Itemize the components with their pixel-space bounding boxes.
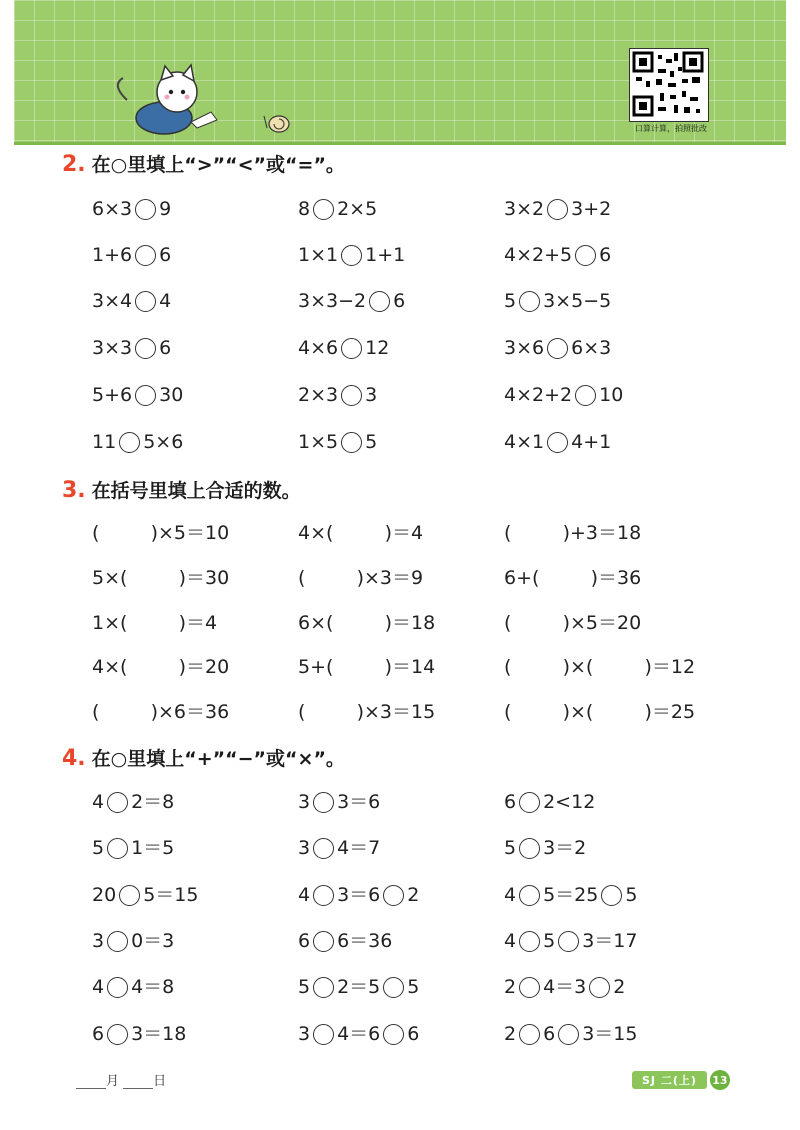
exercise-row <box>0 380 800 410</box>
left-expression: 3×4 <box>92 290 133 312</box>
equation-tail: ×3＝9 <box>364 567 424 589</box>
right-expression: 6×3 <box>571 337 612 359</box>
left-expression: 11 <box>92 431 117 453</box>
expression-part: 6 <box>92 1023 105 1045</box>
answer-parentheses[interactable] <box>92 697 158 727</box>
right-expression: 3+2 <box>571 198 612 220</box>
section-number: 2. <box>62 152 86 177</box>
left-paren: ( <box>504 612 512 634</box>
exercise-row <box>0 652 800 682</box>
exercise-item <box>92 787 174 817</box>
section-4-title <box>62 744 345 771</box>
answer-circle[interactable] <box>519 1024 540 1045</box>
expression-part: 5 <box>504 837 517 859</box>
exercise-item <box>504 608 641 638</box>
right-paren: ) <box>562 612 570 634</box>
expression-part: 3＝6 <box>337 791 381 813</box>
page-badge <box>632 1070 730 1090</box>
right-expression: 4 <box>159 290 172 312</box>
leading-term: 4× <box>92 656 121 678</box>
right-paren: ) <box>562 522 570 544</box>
exercise-item <box>298 697 435 727</box>
exercise-item <box>504 286 611 316</box>
answer-circle[interactable] <box>135 338 156 359</box>
exercise-row <box>0 787 800 817</box>
exercise-item <box>504 240 611 270</box>
section-3-title <box>62 476 301 503</box>
exercise-item <box>92 380 183 410</box>
answer-circle[interactable] <box>135 385 156 406</box>
exercise-item <box>298 833 380 863</box>
left-paren: ( <box>326 522 334 544</box>
left-paren: ( <box>92 701 100 723</box>
exercise-row <box>0 697 800 727</box>
left-expression: 3×3 <box>92 337 133 359</box>
left-expression: 1×1 <box>298 244 339 266</box>
answer-circle[interactable] <box>313 977 334 998</box>
answer-parentheses[interactable] <box>298 563 364 593</box>
exercise-item <box>504 427 611 457</box>
exercise-item <box>504 697 695 727</box>
exercise-item <box>298 286 405 316</box>
exercise-item <box>92 563 229 593</box>
answer-circle[interactable] <box>519 931 540 952</box>
answer-circle[interactable] <box>519 838 540 859</box>
section-number: 4. <box>62 746 86 771</box>
left-paren: ( <box>120 567 128 589</box>
exercise-item <box>504 1019 637 1049</box>
expression-part: 20 <box>92 884 117 906</box>
equation-result: ＝12 <box>651 656 696 678</box>
answer-parentheses[interactable] <box>586 697 652 727</box>
left-expression: 8 <box>298 198 311 220</box>
expression-part: 5 <box>407 976 420 998</box>
right-expression: 6 <box>393 290 406 312</box>
left-paren: ( <box>326 656 334 678</box>
right-paren: ) <box>150 522 158 544</box>
answer-circle[interactable] <box>313 885 334 906</box>
left-paren: ( <box>585 701 594 723</box>
expression-part: 3＝17 <box>582 930 638 952</box>
expression-part: 3＝2 <box>543 837 587 859</box>
exercise-row <box>0 1019 800 1049</box>
left-expression: 5+6 <box>92 384 133 406</box>
answer-circle[interactable] <box>383 885 404 906</box>
exercise-item <box>298 787 380 817</box>
left-expression: 3×3−2 <box>298 290 367 312</box>
exercise-row <box>0 972 800 1002</box>
answer-parentheses[interactable] <box>326 652 392 682</box>
expression-part: 3＝18 <box>131 1023 187 1045</box>
qr-code-icon <box>629 48 709 122</box>
exercise-item <box>298 608 435 638</box>
answer-circle[interactable] <box>519 792 540 813</box>
right-paren: ) <box>590 567 599 589</box>
equation-tail: ×6＝36 <box>158 701 230 723</box>
left-expression: 4×2+2 <box>504 384 573 406</box>
right-expression: 6 <box>159 244 172 266</box>
expression-part: 4＝6 <box>337 1023 381 1045</box>
equation-tail: ×5＝20 <box>570 612 642 634</box>
exercise-item <box>92 1019 186 1049</box>
exercise-item <box>504 833 586 863</box>
expression-part: 2 <box>504 976 517 998</box>
exercise-item <box>92 286 171 316</box>
expression-part: 3＝6 <box>337 884 381 906</box>
expression-part: 3 <box>92 930 105 952</box>
day-label: 日 <box>153 1074 167 1089</box>
answer-circle[interactable] <box>547 338 568 359</box>
left-paren: ( <box>298 701 306 723</box>
left-paren: ( <box>532 567 540 589</box>
qr-caption: 口算计算，拍照批改 <box>635 124 707 133</box>
expression-part: 2＝8 <box>131 791 175 813</box>
exercise-item <box>298 333 389 363</box>
left-expression: 4×6 <box>298 337 339 359</box>
exercise-item <box>92 880 198 910</box>
right-paren: ) <box>644 656 652 678</box>
left-paren: ( <box>504 522 512 544</box>
expression-part: 3 <box>298 1023 311 1045</box>
expression-part: 2 <box>407 884 420 906</box>
right-paren: ) <box>384 612 393 634</box>
section-instruction: 在○里填上“>”“<”或“=”。 <box>91 154 345 176</box>
expression-part: 2<12 <box>543 791 596 813</box>
exercise-item <box>298 427 377 457</box>
equation-tail: ＝36 <box>598 567 642 589</box>
expression-part: 5 <box>298 976 311 998</box>
exercise-item <box>504 926 637 956</box>
header-banner <box>14 0 786 145</box>
answer-parentheses[interactable] <box>504 518 570 548</box>
answer-circle[interactable] <box>313 792 334 813</box>
answer-circle[interactable] <box>119 885 140 906</box>
edition-tag: SJ 二(上) <box>632 1071 707 1089</box>
right-paren: ) <box>178 656 187 678</box>
leading-term: 1× <box>92 612 121 634</box>
right-expression: 6 <box>599 244 612 266</box>
equation-tail: × <box>570 656 586 678</box>
expression-part: 3＝15 <box>582 1023 638 1045</box>
answer-circle[interactable] <box>341 432 362 453</box>
expression-part: 4 <box>92 976 105 998</box>
expression-part: 4 <box>92 791 105 813</box>
exercise-item <box>298 563 423 593</box>
exercise-item <box>92 608 217 638</box>
left-expression: 1×5 <box>298 431 339 453</box>
equation-tail: ＝4 <box>392 522 424 544</box>
left-expression: 1+6 <box>92 244 133 266</box>
exercise-item <box>92 926 174 956</box>
expression-part: 4 <box>504 930 517 952</box>
answer-circle[interactable] <box>547 199 568 220</box>
answer-parentheses[interactable] <box>120 608 186 638</box>
expression-part: 2 <box>613 976 626 998</box>
exercise-item <box>298 240 405 270</box>
answer-parentheses[interactable] <box>326 518 392 548</box>
expression-part: 4＝3 <box>543 976 587 998</box>
answer-circle[interactable] <box>341 338 362 359</box>
exercise-row <box>0 427 800 457</box>
exercise-item <box>92 833 174 863</box>
right-paren: ) <box>178 612 187 634</box>
equation-tail: ＝14 <box>392 656 436 678</box>
expression-part: 4＝8 <box>131 976 175 998</box>
answer-circle[interactable] <box>341 385 362 406</box>
answer-circle[interactable] <box>135 199 156 220</box>
leading-term: 6× <box>298 612 327 634</box>
expression-part: 4 <box>298 884 311 906</box>
answer-circle[interactable] <box>383 1024 404 1045</box>
right-paren: ) <box>384 522 393 544</box>
exercise-item <box>504 194 611 224</box>
equation-result: ＝25 <box>651 701 696 723</box>
expression-part: 2＝5 <box>337 976 381 998</box>
leading-term: 4× <box>298 522 327 544</box>
right-expression: 3×5−5 <box>543 290 612 312</box>
expression-part: 4＝7 <box>337 837 381 859</box>
left-paren: ( <box>92 522 100 544</box>
answer-circle[interactable] <box>369 291 390 312</box>
right-paren: ) <box>150 701 158 723</box>
answer-circle[interactable] <box>107 931 128 952</box>
left-paren: ( <box>298 567 306 589</box>
exercise-item <box>92 697 229 727</box>
equation-tail: × <box>570 701 586 723</box>
left-expression: 5 <box>504 290 517 312</box>
right-expression: 5 <box>365 431 378 453</box>
exercise-row <box>0 518 800 548</box>
exercise-item <box>504 518 641 548</box>
answer-circle[interactable] <box>519 885 540 906</box>
left-paren: ( <box>504 701 512 723</box>
expression-part: 6 <box>298 930 311 952</box>
equation-tail: ×5＝10 <box>158 522 230 544</box>
expression-part: 6＝36 <box>337 930 393 952</box>
section-2-title <box>62 150 345 177</box>
answer-parentheses[interactable] <box>504 652 570 682</box>
left-expression: 2×3 <box>298 384 339 406</box>
answer-circle[interactable] <box>575 245 596 266</box>
answer-parentheses[interactable] <box>326 608 392 638</box>
left-paren: ( <box>326 612 334 634</box>
left-expression: 3×6 <box>504 337 545 359</box>
expression-part: 6 <box>504 791 517 813</box>
right-paren: ) <box>384 656 393 678</box>
left-paren: ( <box>120 656 128 678</box>
answer-circle[interactable] <box>107 1024 128 1045</box>
expression-part: 5 <box>625 884 638 906</box>
answer-circle[interactable] <box>313 1024 334 1045</box>
section-number: 3. <box>62 478 86 503</box>
right-paren: ) <box>356 567 364 589</box>
answer-circle[interactable] <box>519 977 540 998</box>
left-paren: ( <box>504 656 512 678</box>
equation-tail: ×3＝15 <box>364 701 436 723</box>
answer-parentheses[interactable] <box>532 563 598 593</box>
exercise-item <box>92 333 171 363</box>
exercise-row <box>0 194 800 224</box>
exercise-row <box>0 563 800 593</box>
exercise-row <box>0 286 800 316</box>
answer-parentheses[interactable] <box>298 697 364 727</box>
expression-part: 6 <box>543 1023 556 1045</box>
exercise-item <box>92 427 183 457</box>
right-expression: 6 <box>159 337 172 359</box>
exercise-row <box>0 333 800 363</box>
exercise-item <box>298 880 419 910</box>
answer-circle[interactable] <box>107 792 128 813</box>
right-paren: ) <box>562 656 570 678</box>
exercise-item <box>298 380 377 410</box>
answer-circle[interactable] <box>107 838 128 859</box>
right-expression: 12 <box>365 337 390 359</box>
section-instruction: 在○里填上“+”“−”或“×”。 <box>91 748 345 770</box>
answer-parentheses[interactable] <box>92 518 158 548</box>
month-blank[interactable] <box>76 1076 106 1089</box>
exercise-row <box>0 926 800 956</box>
answer-circle[interactable] <box>558 931 579 952</box>
exercise-item <box>298 652 435 682</box>
expression-part: 4 <box>504 884 517 906</box>
answer-parentheses[interactable] <box>504 608 570 638</box>
exercise-item <box>298 518 423 548</box>
answer-parentheses[interactable] <box>586 652 652 682</box>
exercise-item <box>92 972 174 1002</box>
answer-circle[interactable] <box>135 291 156 312</box>
exercise-item <box>298 926 392 956</box>
expression-part: 1＝5 <box>131 837 175 859</box>
expression-part: 0＝3 <box>131 930 175 952</box>
answer-circle[interactable] <box>601 885 622 906</box>
answer-parentheses[interactable] <box>120 563 186 593</box>
leading-term: 5+ <box>298 656 327 678</box>
answer-circle[interactable] <box>519 291 540 312</box>
right-paren: ) <box>562 701 570 723</box>
expression-part: 5＝15 <box>143 884 199 906</box>
answer-circle[interactable] <box>119 432 140 453</box>
right-expression: 5×6 <box>143 431 184 453</box>
equation-tail: +3＝18 <box>570 522 642 544</box>
left-expression: 3×2 <box>504 198 545 220</box>
expression-part: 3 <box>298 837 311 859</box>
expression-part: 6 <box>407 1023 420 1045</box>
exercise-item <box>504 787 595 817</box>
exercise-item <box>298 1019 419 1049</box>
answer-circle[interactable] <box>313 199 334 220</box>
exercise-item <box>298 194 377 224</box>
cat-illustration-icon <box>109 60 299 140</box>
left-paren: ( <box>120 612 128 634</box>
expression-part: 3 <box>298 791 311 813</box>
answer-circle[interactable] <box>589 977 610 998</box>
right-expression: 3 <box>365 384 378 406</box>
expression-part: 5 <box>92 837 105 859</box>
exercise-item <box>504 380 623 410</box>
right-expression: 30 <box>159 384 184 406</box>
exercise-row <box>0 608 800 638</box>
answer-circle[interactable] <box>313 931 334 952</box>
left-paren: ( <box>585 656 594 678</box>
leading-term: 6+ <box>504 567 533 589</box>
left-expression: 4×2+5 <box>504 244 573 266</box>
equation-tail: ＝4 <box>186 612 218 634</box>
right-expression: 4+1 <box>571 431 612 453</box>
exercise-item <box>504 652 695 682</box>
answer-circle[interactable] <box>313 838 334 859</box>
answer-circle[interactable] <box>383 977 404 998</box>
month-label: 月 <box>106 1074 120 1089</box>
day-blank[interactable] <box>123 1076 153 1089</box>
answer-parentheses[interactable] <box>504 697 570 727</box>
expression-part: 5＝25 <box>543 884 599 906</box>
answer-circle[interactable] <box>558 1024 579 1045</box>
section-instruction: 在括号里填上合适的数。 <box>91 480 301 502</box>
answer-circle[interactable] <box>107 977 128 998</box>
page-number: 13 <box>710 1070 730 1090</box>
exercise-item <box>92 194 171 224</box>
right-expression: 2×5 <box>337 198 378 220</box>
answer-circle[interactable] <box>575 385 596 406</box>
right-paren: ) <box>644 701 652 723</box>
left-expression: 4×1 <box>504 431 545 453</box>
exercise-item <box>92 518 229 548</box>
expression-part: 2 <box>504 1023 517 1045</box>
date-line <box>76 1070 166 1089</box>
right-paren: ) <box>178 567 187 589</box>
answer-circle[interactable] <box>341 245 362 266</box>
right-expression: 10 <box>599 384 624 406</box>
right-expression: 9 <box>159 198 172 220</box>
exercise-row <box>0 240 800 270</box>
equation-tail: ＝18 <box>392 612 436 634</box>
answer-parentheses[interactable] <box>120 652 186 682</box>
answer-circle[interactable] <box>135 245 156 266</box>
exercise-item <box>504 880 637 910</box>
equation-tail: ＝20 <box>186 656 230 678</box>
exercise-item <box>504 563 641 593</box>
right-expression: 1+1 <box>365 244 406 266</box>
exercise-item <box>298 972 419 1002</box>
left-expression: 6×3 <box>92 198 133 220</box>
expression-part: 5 <box>543 930 556 952</box>
exercise-row <box>0 880 800 910</box>
answer-circle[interactable] <box>547 432 568 453</box>
equation-tail: ＝30 <box>186 567 230 589</box>
exercise-row <box>0 833 800 863</box>
exercise-item <box>504 333 611 363</box>
exercise-item <box>504 972 625 1002</box>
leading-term: 5× <box>92 567 121 589</box>
exercise-item <box>92 240 171 270</box>
exercise-item <box>92 652 229 682</box>
right-paren: ) <box>356 701 364 723</box>
